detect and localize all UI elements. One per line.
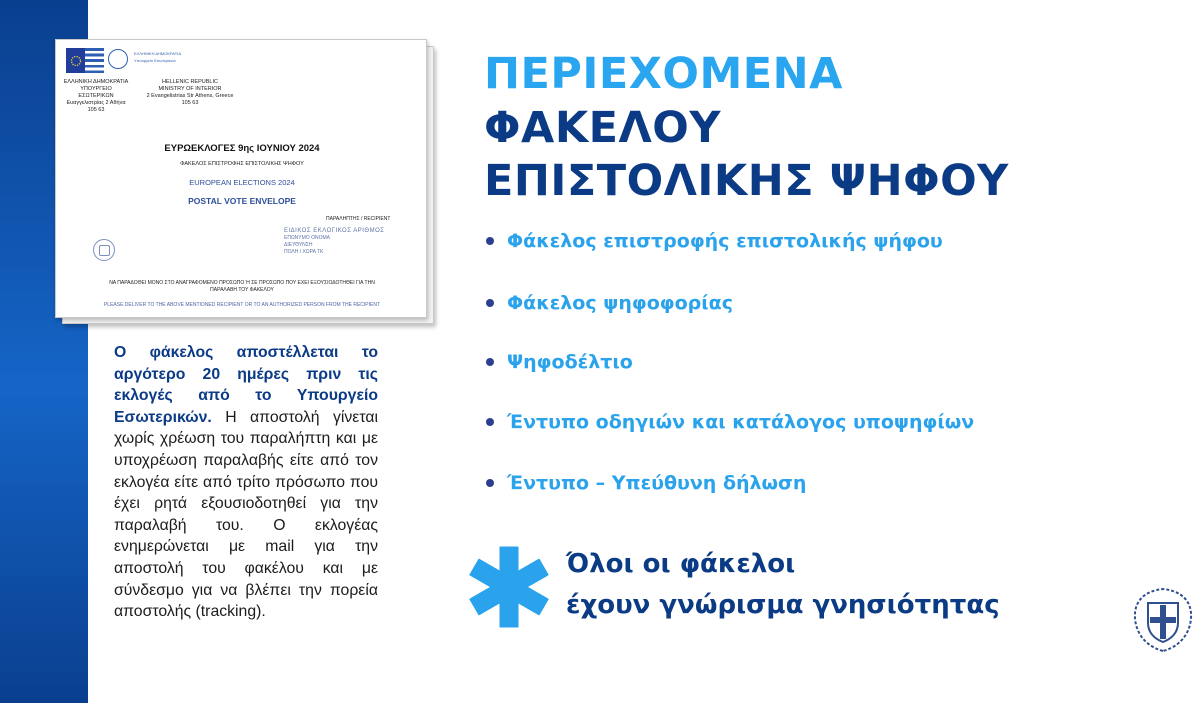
heading-line-3: ΕΠΙΣΤΟΛΙΚΗΣ ΨΗΦΟΥ bbox=[484, 156, 1009, 206]
list-item: Έντυπο – Υπεύθυνη δήλωση bbox=[486, 472, 806, 494]
ministry-seal-icon bbox=[108, 49, 128, 69]
envelope-seal-icon bbox=[93, 239, 115, 261]
list-item: Φάκελος επιστροφής επιστολικής ψήφου bbox=[486, 230, 943, 252]
envelope-delivery-note: ΝΑ ΠΑΡΑΔΟΘΕΙ ΜΟΝΟ ΣΤΟ ΑΝΑΓΡΑΦΟΜΕΝΟ ΠΡΟΣΩΠΟ Ή ΣΕ ΠΡΟΣΩΠΟ ΠΟΥ ΕΧΕΙ ΕΞΟΥΣΙΟΔΟΤΗΘΕΙ ΓΙΑ ΤΗΝ ΠΑΡΑΛΑΒΗ ΤΟΥ ΦΑΚΕΛΟΥ bbox=[109, 280, 375, 293]
list-item: Έντυπο οδηγιών και κατάλογος υποψηφίων bbox=[486, 411, 974, 433]
envelope-subtitle: ΦΑΚΕΛΟΣ ΕΠΙΣΤΡΟΦΗΣ ΕΠΙΣΤΟΛΙΚΗΣ ΨΗΦΟΥ bbox=[180, 161, 304, 167]
description-rest: Η αποστολή γίνεται χωρίς χρέωση του παραλήπτη και με υποχρέωση παραλαβής είτε από τον εκλογέα είτε από τρίτο πρόσωπο που έχει ρητά εξουσιοδοτηθεί για την παραλαβή του. Ο εκλογέας ενημερώνεται με mail για την αποστολή του φακέλου και με σύνδεσμο για να βλέπει την πορεία αποστολής (tracking). bbox=[114, 408, 378, 621]
description-paragraph bbox=[114, 342, 378, 623]
envelope-address-greek: ΕΛΛΗΝΙΚΗ ΔΗΜΟΚΡΑΤΙΑ ΥΠΟΥΡΓΕΙΟ ΕΣΩΤΕΡΙΚΩΝ Ευαγγελιστρίας 2 Αθήνα 105 63 bbox=[63, 79, 129, 113]
envelope-title-en: EUROPEAN ELECTIONS 2024 bbox=[189, 178, 295, 187]
list-item: Ψηφοδέλτιο bbox=[486, 351, 633, 373]
heading-line-2: ΦΑΚΕΛΟΥ bbox=[484, 103, 721, 153]
envelope-delivery-note-en: PLEASE DELIVER TO THE ABOVE MENTIONED RECIPIENT OR TO AN AUTHORIZED PERSON FROM THE RECIPIENT bbox=[103, 302, 381, 308]
bullet-icon bbox=[486, 418, 494, 426]
envelope-title: ΕΥΡΩΕΚΛΟΓΕΣ 9ης ΙΟΥΝΙΟΥ 2024 bbox=[164, 143, 320, 154]
postal-vote-envelope-image bbox=[55, 39, 427, 318]
description-bold: Ο φάκελος αποστέλλεται το αργότερο 20 ημέρες πριν τις εκλογές από το Υπουργείο Εσωτερικών. bbox=[114, 344, 378, 426]
list-item: Φάκελος ψηφοφορίας bbox=[486, 292, 733, 314]
bullet-icon bbox=[486, 237, 494, 245]
envelope-address-english: HELLENIC REPUBLIC MINISTRY OF INTERIOR 2 Evangelistrias Str Athens, Greece 105 63 bbox=[146, 79, 234, 106]
eu-greek-flag-icon bbox=[66, 48, 104, 73]
envelope-recipient-fields: ΕΙΔΙΚΟΣ ΕΚΛΟΓΙΚΟΣ ΑΡΙΘΜΟΣ ΕΠΩΝΥΜΟ ΟΝΟΜΑ ΔΙΕΥΘΥΝΣΗ ΠΟΛΗ / ΧΩΡΑ ΤΚ bbox=[284, 228, 385, 255]
authenticity-line-2: έχουν γνώρισμα γνησιότητας bbox=[566, 590, 1000, 620]
bullet-icon bbox=[486, 299, 494, 307]
bullet-icon bbox=[486, 479, 494, 487]
envelope-ministry-mini: ΕΛΛΗΝΙΚΗ ΔΗΜΟΚΡΑΤΙΑ Υπουργείο Εσωτερικών bbox=[134, 51, 181, 63]
envelope-subtitle-en: POSTAL VOTE ENVELOPE bbox=[188, 196, 296, 206]
asterisk-icon bbox=[466, 544, 552, 630]
heading-line-1: ΠΕΡΙΕΧΟΜΕΝΑ bbox=[484, 49, 843, 99]
envelope-recipient-label: ΠΑΡΑΛΗΠΤΗΣ / RECIPIENT bbox=[326, 216, 391, 222]
greek-coat-of-arms-icon bbox=[1131, 585, 1195, 655]
bullet-icon bbox=[486, 358, 494, 366]
authenticity-line-1: Όλοι οι φάκελοι bbox=[566, 549, 796, 579]
